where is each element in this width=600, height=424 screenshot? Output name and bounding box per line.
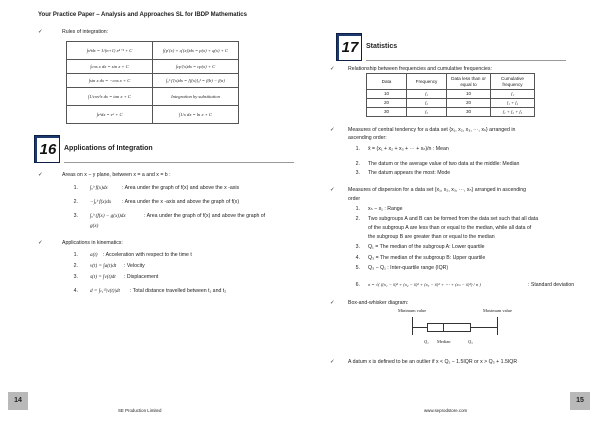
table-cell: f₃ [407,108,447,117]
page-number-left: 14 [8,392,28,410]
list-number: 1. [73,185,78,191]
page-header: Your Practice Paper – Analysis and Approaches SL for IBDP Mathematics [38,12,247,18]
central-intro: Measures of central tendency for a data set {x₁, x₂, x₃, ⋯, xₙ} arranged in [348,127,516,133]
list-number: 1. [355,146,360,152]
section-title: Applications of Integration [64,145,153,152]
table-header: Frequency [407,74,447,90]
footer-publisher: SE Production Limited [118,408,162,413]
check-icon: ✓ [330,66,335,72]
table-cell: f₁ + f₂ [491,99,535,108]
check-icon: ✓ [330,300,335,306]
rule-cell: Integration by substitution [153,88,239,106]
list-number: 2. [73,263,78,269]
list-item-text: Q₃ = The median of the subgroup B: Upper quartile [368,255,486,261]
page-number-right: 15 [570,392,590,410]
section-title: Statistics [366,43,398,50]
check-icon: ✓ [38,172,43,178]
list-item-text: : Acceleration with respect to the time t [103,252,192,258]
boxplot-intro: Box-and-whisker diagram: [348,300,409,306]
list-number: 4. [355,255,360,261]
central-intro-2: ascending order: [348,135,387,141]
boxplot-max-marker [497,317,498,335]
rule-cell: ∫1/x dx = ln x + C [153,106,239,124]
rule-cell: ∫ₐᵇ f′(x)dx = [f(x)]ₐᵇ = f(b) − f(a) [153,74,239,88]
check-icon: ✓ [330,187,335,193]
table-row [367,99,535,108]
table-cell: 10 [447,90,491,99]
table-cell: f₂ [407,99,447,108]
rule-cell: ∫xⁿdx = 1/(n+1) xⁿ⁺¹ + C [67,42,153,60]
check-icon: ✓ [330,359,335,365]
rule-cell: ∫cos x dx = sin x + C [67,60,153,74]
table-cell: f₁ + f₂ + f₃ [491,108,535,117]
table-cell: 30 [447,108,491,117]
list-item-text: x̄ = (x₁ + x₂ + x₃ + ⋯ + xₙ)/n : Mean [368,146,449,152]
boxplot-median-label: Median [437,339,451,344]
divider [366,60,566,61]
kinematics-intro: Applications in kinematics: [62,240,123,246]
list-number: 2. [355,161,360,167]
table-header: Cumulative frequency [491,74,535,90]
list-item-text: Q₁ = The median of the subgroup A: Lower quartile [368,244,485,250]
table-cell: 20 [447,99,491,108]
check-icon: ✓ [38,240,43,246]
section-number: 16 [37,138,59,162]
table-cell: 20 [367,99,407,108]
formula: a(t) [90,252,98,258]
formula: ∫ₐᵇ f(x)dx [90,185,108,191]
list-item-text: of the subgroup A are less than or equal to the median, while all data of [368,225,532,231]
list-number: 3. [73,213,78,219]
boxplot-min-label: Minimum value [398,308,427,313]
formula: −∫ₐᵇ f(x)dx [90,199,112,205]
list-item-text: g(x) [90,223,99,229]
table-row [367,108,535,117]
list-number: 2. [355,216,360,222]
rule-cell: ∫sin x dx = −cos x + C [67,74,153,88]
integration-rules-table [66,41,239,124]
frequency-table [366,73,535,117]
list-number: 3. [355,170,360,176]
list-item-text: : Standard deviation [528,282,575,288]
check-icon: ✓ [330,127,335,133]
rule-cell: ∫cp′(x)dx = cp(x) + C [153,60,239,74]
rule-cell: ∫1/cos²x dx = tan x + C [67,88,153,106]
list-number: 5. [355,265,360,271]
table-row [367,90,535,99]
formula: ∫ₐᵇ (f(x) − g(x))dx [90,213,126,219]
boxplot-max-label: Maximum value [483,308,512,313]
section-number-badge [336,33,362,61]
list-number: 3. [355,244,360,250]
list-item-text: : Total distance travelled between t₁ and t₂ [130,288,227,294]
rules-title: Rules of integration: [62,29,109,35]
list-item-text: : Area under the graph of f(x) and above the x -axis [122,185,240,191]
list-item-text: Q₃ − Q₁ : Inter-quartile range (IQR) [368,265,449,271]
table-header: Data less than or equal to [447,74,491,90]
table-cell: 10 [367,90,407,99]
list-item-text: The datum appears the most: Mode [368,170,451,176]
list-number: 4. [73,288,78,294]
list-item-text: : Velocity [124,263,145,269]
dispersion-intro-2: order [348,196,361,202]
list-item-text: : Displacement [124,274,159,280]
check-icon: ✓ [38,29,43,35]
formula: d = ∫ₜ₁ᵗ²|v(t)|dt [90,288,120,294]
list-item-text: xₙ − x₁ : Range [368,206,403,212]
list-number: 6. [355,282,360,288]
list-number: 3. [73,274,78,280]
formula: v(t) = ∫a(t)dt [90,263,117,269]
freq-intro: Relationship between frequencies and cumulative frequencies: [348,66,492,72]
table-cell: f₁ [491,90,535,99]
outlier-definition: A datum x is defined to be an outlier if x < Q₁ − 1.5IQR or x > Q₃ + 1.5IQR [348,359,518,365]
boxplot-box [427,323,471,332]
list-item-text: : Area under the graph of f(x) and above the graph of [144,213,266,219]
list-number: 2. [73,199,78,205]
divider [64,162,294,163]
rule-cell: ∫eˣdx = eˣ + C [67,106,153,124]
boxplot-q1-label: Q₁ [424,339,429,344]
formula: s(t) = ∫v(t)dt [90,274,116,280]
section-number: 17 [339,36,361,60]
list-item-text: The datum or the average value of two data at the middle: Median [368,161,520,167]
dispersion-intro: Measures of dispersion for a data set {x₁, x₂, x₃, ⋯, xₙ} arranged in ascending [348,187,527,193]
areas-intro: Areas on x − y plane, between x = a and x = b : [62,172,171,178]
list-item-text: Two subgroups A and B can be formed from the data set such that all data [368,216,539,222]
table-header: Data [367,74,407,90]
section-number-badge [34,135,60,163]
list-item-text: the subgroup B are greater than or equal to the median [368,234,495,240]
list-item-text: : Area under the x -axis and above the graph of f(x) [122,199,240,205]
list-number: 1. [355,206,360,212]
table-cell: 30 [367,108,407,117]
boxplot-q3-label: Q₃ [468,339,473,344]
table-cell: f₁ [407,90,447,99]
rule-cell: ∫(p′(x) + q′(x))dx = p(x) + q(x) + C [153,42,239,60]
boxplot-median-line [443,323,444,332]
boxplot-min-marker [412,317,413,335]
footer-website: www.seprodstore.com [424,408,468,413]
formula: σ = √( ((x₁ − x̄)² + (x₂ − x̄)² + (x₃ − x̄)² + ⋯ + (xₙ − x̄)²) / n ) [368,282,481,287]
list-number: 1. [73,252,78,258]
